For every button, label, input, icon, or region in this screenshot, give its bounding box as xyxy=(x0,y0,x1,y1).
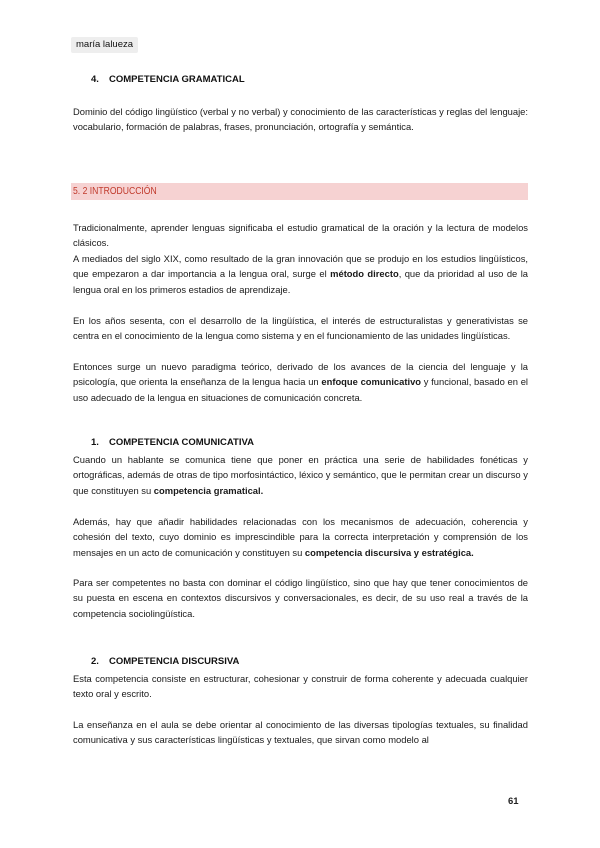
paragraph-intro-1: Tradicionalmente, aprender lenguas significaba el estudio gramatical de la oración y la lectura de modelos clásicos. xyxy=(73,222,528,249)
heading-competencia-discursiva xyxy=(91,656,239,667)
emphasis-metodo-directo: método directo xyxy=(330,268,399,280)
page-number: 61 xyxy=(508,796,519,807)
heading-title: COMPETENCIA COMUNICATIVA xyxy=(109,437,254,448)
heading-number: 1. xyxy=(91,437,99,448)
paragraph-intro-4: Entonces surge un nuevo paradigma teórico, derivado de los avances de la ciencia del lenguaje y la psicología, que orienta la enseñanza de la lengua hacia un enfoque comunicativo y funcional, basado en el uso adecuado de la lengua en situaciones de comunicación concreta. xyxy=(73,361,528,403)
heading-title: COMPETENCIA DISCURSIVA xyxy=(109,656,240,667)
paragraph-discursiva-1: Esta competencia consiste en estructurar, cohesionar y construir de forma coherente y adecuada cualquier texto oral y escrito. xyxy=(73,673,528,700)
emphasis-competencia-discursiva: competencia discursiva y estratégica. xyxy=(304,546,474,558)
paragraph-gramatical: Dominio del código lingüístico (verbal y no verbal) y conocimiento de las características y reglas del lenguaje: vocabulario, formación de palabras, frases, pronunciación, ortografía y semántica. xyxy=(73,106,528,133)
emphasis-competencia-gramatical: competencia gramatical. xyxy=(153,484,264,496)
heading-competencia-gramatical xyxy=(91,74,245,85)
paragraph-intro-3: En los años sesenta, con el desarrollo de la lingüística, el interés de estructuralistas y generativistas se centra en el conocimiento de la lengua como sistema y en el funcionamiento de las unidades lingüísticas. xyxy=(73,315,528,342)
paragraph-comunicativa-2: Además, hay que añadir habilidades relacionadas con los mecanismos de adecuación, coherencia y cohesión del texto, cuyo dominio es imprescindible para la correcta interpretación y comprensión de los mensajes en un acto de comunicación y constituyen su competencia discursiva y estratégica. xyxy=(73,516,528,558)
author-tag: maría lalueza xyxy=(71,37,138,53)
paragraph-comunicativa-1: Cuando un hablante se comunica tiene que poner en práctica una serie de habilidades fonéticas y ortográficas, además de otras de tipo morfosintáctico, léxico y semántico, que le permitan crear un discurso y que constituyen su competencia gramatical. xyxy=(73,454,528,496)
section-header-bar xyxy=(71,183,528,200)
heading-competencia-comunicativa xyxy=(91,437,254,448)
emphasis-enfoque-comunicativo: enfoque comunicativo xyxy=(321,376,422,388)
paragraph-intro-2: A mediados del siglo XIX, como resultado de la gran innovación que se produjo en los estudios lingüísticos, que empezaron a dar importancia a la lengua oral, surge el método directo, que da prioridad al uso de la lengua oral en los primeros estadios de aprendizaje. xyxy=(73,253,528,295)
heading-number: 4. xyxy=(91,74,99,85)
paragraph-discursiva-2: La enseñanza en el aula se debe orientar al conocimiento de las diversas tipologías textuales, su finalidad comunicativa y sus características lingüísticas y textuales, que sirvan como modelo al xyxy=(73,719,528,746)
heading-number: 2. xyxy=(91,656,99,667)
section-title: 5. 2 INTRODUCCIÓN xyxy=(73,185,157,197)
heading-title: COMPETENCIA GRAMATICAL xyxy=(109,74,245,85)
paragraph-comunicativa-3: Para ser competentes no basta con dominar el código lingüístico, sino que hay que tener conocimientos de su puesta en escena en contextos discursivos y conversacionales, es decir, de su uso real a través de la competencia sociolingüística. xyxy=(73,577,528,619)
